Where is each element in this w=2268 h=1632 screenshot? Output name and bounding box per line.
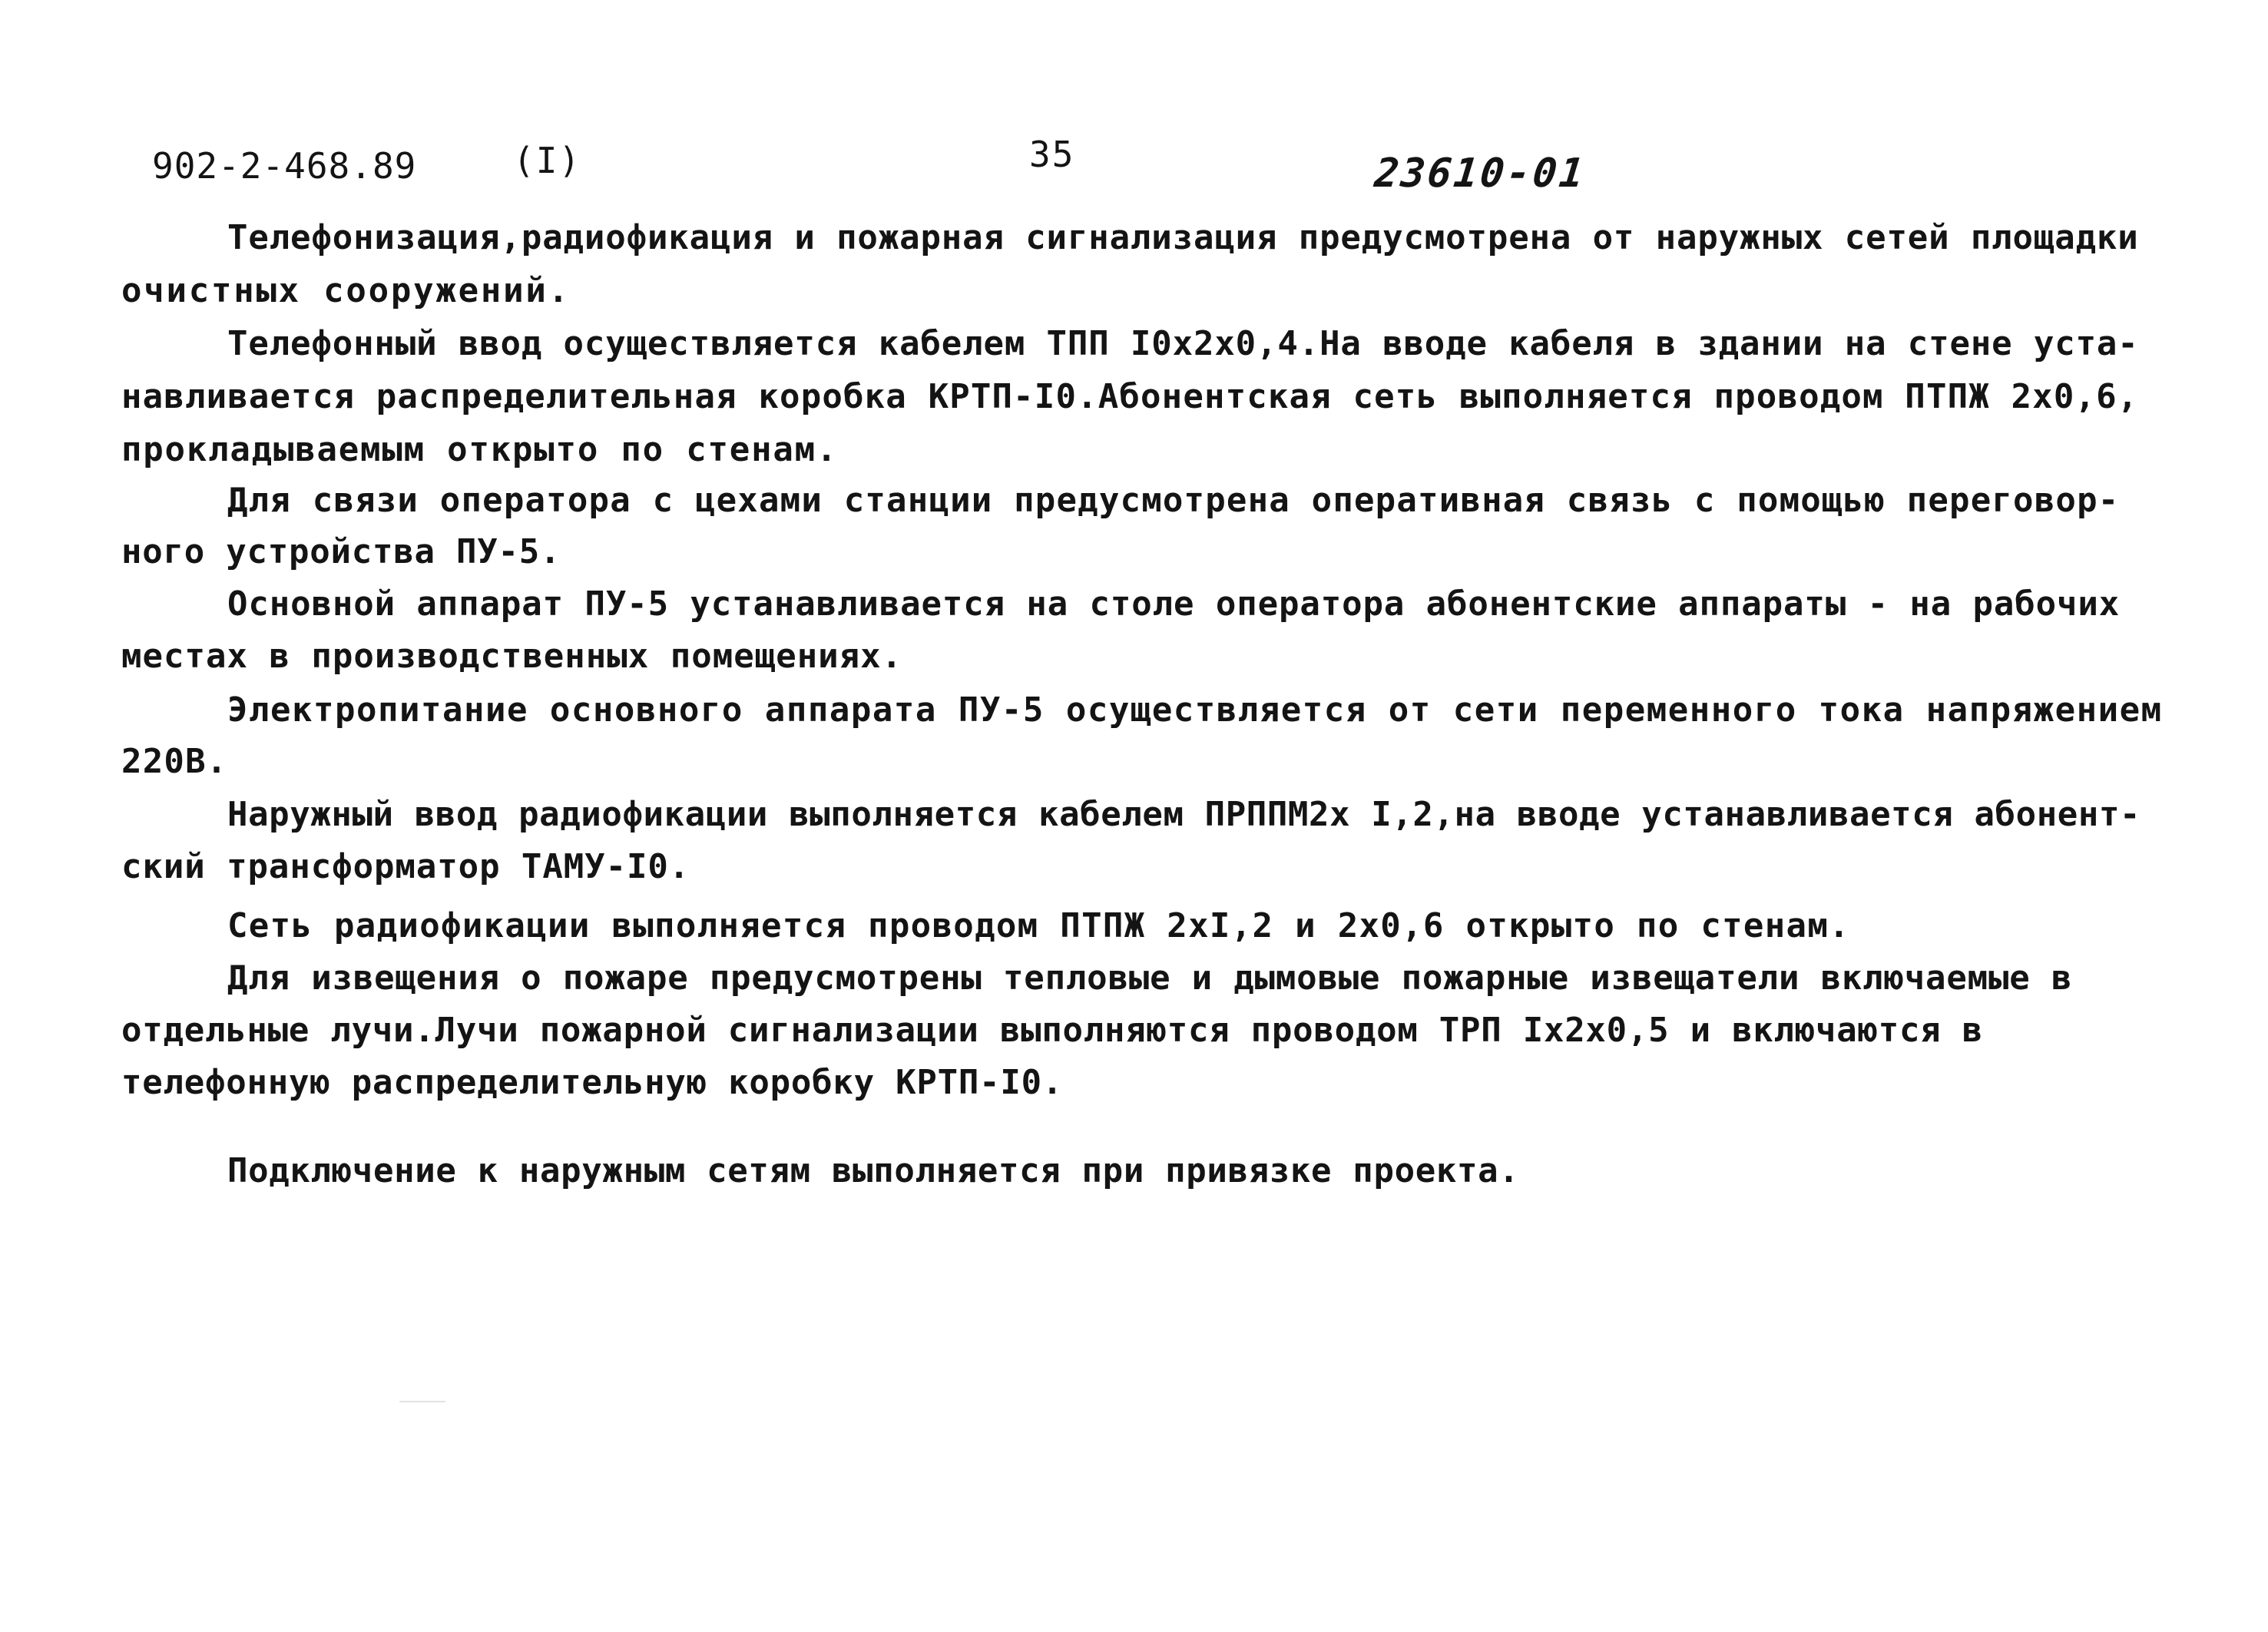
text-line: Электропитание основного аппарата ПУ-5 осуществляется от сети переменного тока напряжением bbox=[227, 690, 2163, 730]
text-line: Наружный ввод радиофикации выполняется кабелем ПРППМ2х I,2,на вводе устанавливается абонент- bbox=[227, 795, 2141, 834]
text-line: отдельные лучи.Лучи пожарной сигнализации выполняются проводом ТРП Iх2х0,5 и включаются в bbox=[121, 1011, 1983, 1050]
text-line: Основной аппарат ПУ-5 устанавливается на столе оператора абонентские аппараты - на рабочих bbox=[227, 584, 2121, 624]
text-line: Телефонизация,радиофикация и пожарная сигнализация предусмотрена от наружных сетей площадки bbox=[227, 218, 2139, 257]
text-line: очистных сооружений. bbox=[121, 271, 571, 310]
text-line: Подключение к наружным сетям выполняется при привязке проекта. bbox=[227, 1151, 1520, 1190]
text-line: прокладываемым открыто по стенам. bbox=[121, 430, 839, 469]
text-line: Сеть радиофикации выполняется проводом ПТПЖ 2хI,2 и 2х0,6 открыто по стенам. bbox=[227, 906, 1850, 945]
scan-artifact bbox=[399, 1401, 445, 1402]
text-line: ский трансформатор ТАМУ-I0. bbox=[121, 847, 690, 886]
text-line: 220В. bbox=[121, 742, 228, 781]
text-line: местах в производственных помещениях. bbox=[121, 637, 903, 676]
text-line: ного устройства ПУ-5. bbox=[121, 532, 561, 571]
text-line: навливается распределительная коробка КРТП-I0.Абонентская сеть выполняется проводом ПТПЖ 2х0,6, bbox=[121, 377, 2139, 416]
inventory-number: 23610-01 bbox=[1372, 151, 1588, 197]
sheet-part-number: (I) bbox=[513, 140, 582, 181]
text-line: Для связи оператора с цехами станции предусмотрена оперативная связь с помощью переговор- bbox=[227, 481, 2120, 520]
text-line: Для извещения о пожаре предусмотрены тепловые и дымовые пожарные извещатели включаемые в bbox=[227, 958, 2073, 998]
text-line: Телефонный ввод осуществляется кабелем ТПП I0х2х0,4.На вводе кабеля в здании на стене уста- bbox=[227, 324, 2139, 363]
page-number: 35 bbox=[1029, 134, 1075, 175]
document-code: 902-2-468.89 bbox=[152, 145, 417, 187]
text-line: телефонную распределительную коробку КРТП-I0. bbox=[121, 1063, 1064, 1102]
